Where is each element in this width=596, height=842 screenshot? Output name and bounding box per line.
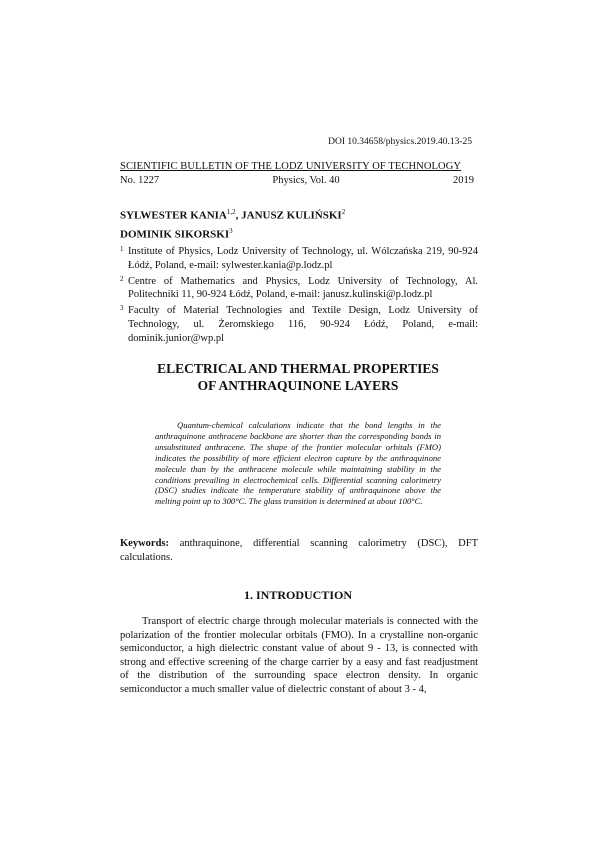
issue-row xyxy=(120,175,474,186)
author-name: DOMINIK SIKORSKI xyxy=(120,228,230,241)
year: 2019 xyxy=(452,175,474,186)
title-line-2: OF ANTHRAQUINONE LAYERS xyxy=(197,378,399,393)
author-name: SYLWESTER KANIA xyxy=(120,209,227,222)
keywords xyxy=(120,537,478,565)
affiliations xyxy=(120,245,478,348)
author-separator: , xyxy=(235,209,242,222)
affiliation-number: 1 xyxy=(120,245,124,253)
affiliation-item xyxy=(120,245,478,273)
affiliation-item xyxy=(120,304,478,345)
body-paragraph: Transport of electric charge through molecular materials is connected with the polarization of the frontier molecular orbitals (FMO). In a crystalline non-organic semiconductor, a high dielectric constant value of about 9 - 13, is connected with strong and effective screening of the charge carrier by a easy and fast readjustment of the distribution of the surrounding space electron density. In organic semiconductor a much smaller value of dielectric constant of about 3 - 4, xyxy=(120,616,478,695)
affiliation-number: 2 xyxy=(120,274,124,283)
author-affil-sup: 2 xyxy=(341,208,346,216)
paper-title xyxy=(120,360,476,394)
author-name: JANUSZ KULIŃSKI xyxy=(241,209,342,222)
author-list xyxy=(120,205,480,242)
volume: Physics, Vol. 40 xyxy=(272,175,340,186)
affiliation-text: Institute of Physics, Lodz University of Technology, ul. Wólczańska 219, 90-924 Łódź, Poland, e-mail: sylwester.kania@p.lodz.pl xyxy=(128,246,478,271)
author-affil-sup: 1,2 xyxy=(226,208,236,216)
affiliation-number: 3 xyxy=(120,304,124,313)
abstract: Quantum-chemical calculations indicate that the bond lengths in the anthraquinone anthracene backbone are shorter than the corresponding bonds in unsubstituted anthracene. The shape of the frontier molecular orbitals (FMO) indicates the possibility of more efficient electron capture by the anthraquinone molecule than by the anthracene molecule while maintaining stability in the conditions prevailing in electrochemical cells. Differential scanning calorimetry (DSC) studies indicate the temperature stability of anthraquinone above the melting point up to 300°C. The glass transition is determined at about 100°C. xyxy=(155,420,441,507)
journal-name: SCIENTIFIC BULLETIN OF THE LODZ UNIVERSITY OF TECHNOLOGY xyxy=(120,161,462,172)
issue-number: No. 1227 xyxy=(120,175,160,186)
affiliation-item xyxy=(120,275,478,303)
affiliation-text: Faculty of Material Technologies and Textile Design, Lodz University of Technology, ul. Żeromskiego 116, 90-924 Łódź, Poland, e-mail: dominik.junior@wp.pl xyxy=(128,305,478,344)
author-affil-sup: 3 xyxy=(229,226,233,235)
keywords-label: Keywords: xyxy=(120,538,169,549)
section-heading: 1. INTRODUCTION xyxy=(243,588,352,602)
affiliation-text: Centre of Mathematics and Physics, Lodz University of Technology, Al. Politechniki 11, 90-924 Łódź, Poland, e-mail: janusz.kulinski@p.lodz.pl xyxy=(128,275,478,301)
title-line-1: ELECTRICAL AND THERMAL PROPERTIES xyxy=(157,361,439,376)
doi-line: DOI 10.34658/physics.2019.40.13-25 xyxy=(328,137,472,147)
keywords-text: anthraquinone, differential scanning calorimetry (DSC), DFT calculations. xyxy=(120,538,478,563)
author-line-1 xyxy=(120,205,480,224)
author-line-2 xyxy=(120,224,480,243)
